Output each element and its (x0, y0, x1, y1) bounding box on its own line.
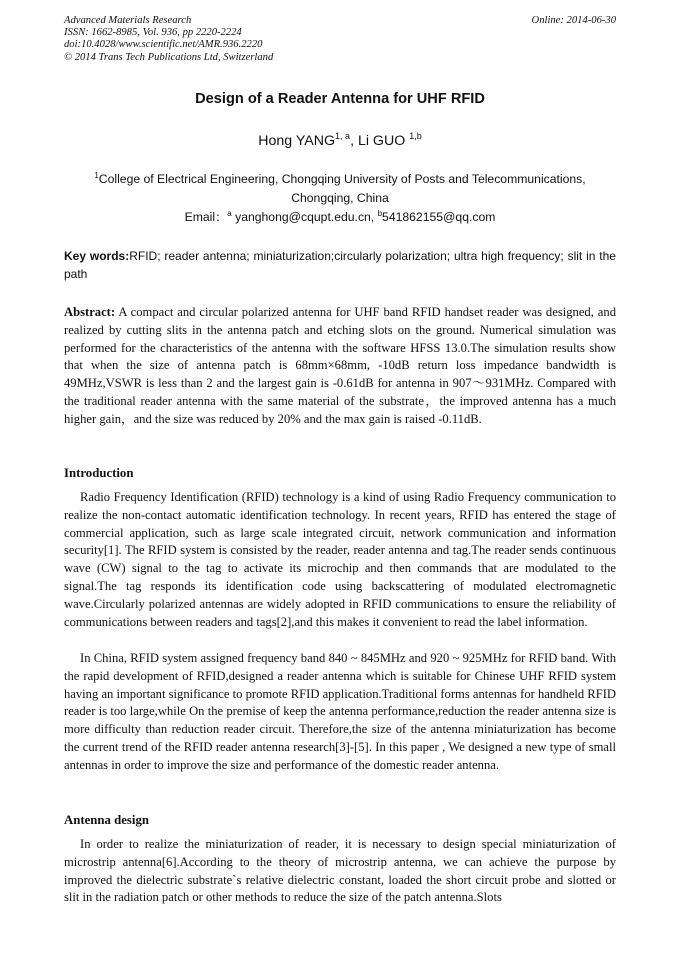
affiliation-mark: 1 (94, 171, 99, 180)
abstract (64, 304, 616, 429)
email-a-address[interactable]: yanghong@cqupt.edu.cn, (231, 210, 378, 224)
email-label: Email： (184, 210, 228, 224)
author-separator: , (350, 133, 358, 149)
introduction-heading: Introduction (64, 466, 134, 480)
email-b-mark: b (377, 209, 383, 218)
email-line (64, 208, 616, 225)
author-2-affiliation-mark: 1,b (409, 131, 422, 141)
email-a-mark: a (227, 209, 232, 218)
affiliation (84, 166, 596, 208)
author-list (64, 131, 616, 149)
copyright-line: © 2014 Trans Tech Publications Ltd, Switzerland (64, 51, 274, 63)
abstract-label: Abstract: (64, 305, 116, 319)
author-1-affiliation-mark: 1, a (335, 131, 351, 141)
issn-line: ISSN: 1662-8985, Vol. 936, pp 2220-2224 (64, 27, 242, 39)
keywords-label: Key words: (64, 249, 130, 263)
introduction-paragraph-2: In China, RFID system assigned frequency band 840 ~ 845MHz and 920 ~ 925MHz for RFID band. With the rapid development of RFID,designed a reader antenna which is suitable for Chinese UHF RFID system having an important significance to promote RFID application.Traditional forms antennas for handheld RFID reader is too large,while On the premise of keep the antenna performance,reduction the reader antenna size is more difficulty than reduction reader circuit. Therefore,the size of the antenna miniaturization has become the current trend of the RFID reader antenna research[3]-[5]. In this paper , We designed a new type of small antennas in order to improve the size and performance of the domestic reader antenna. (64, 651, 616, 772)
introduction-paragraph-1: Radio Frequency Identification (RFID) technology is a kind of using Radio Frequency communication to realize the non-contact automatic identification technology. In recent years, RFID has entered the stage of commercial application, such as large scale integrated circuit, network communication and information security[1]. The RFID system is consisted by the reader, reader antenna and tag.The reader sends continuous wave (CW) signal to the tag to activate its microchip and then commands that are modulated to the signal.The tag responds its identification code using backscattering of modulated electromagnetic wave.Circularly polarized antennas are widely adopted in RFID communications to ensure the reliability of communications between readers and tags[2],and this makes it convenient to read the label information. (64, 490, 616, 629)
abstract-text: A compact and circular polarized antenna for UHF band RFID handset reader was designed, and realized by cutting slits in the antenna patch and etching slots on the ground. Numerical simulation was performed for the characteristics of the antenna with the software HFSS 13.0.The simulation results show that when the size of antenna patch is 68mm×68mm, -10dB return loss impedance bandwidth is 49MHz,VSWR is less than 2 and the largest gain is -0.61dB for antenna in 907～931MHz. Compared with the traditional reader antenna with the same material of the substrate，the improved antenna has a much higher gain，and the size was reduced by 20% and the max gain is raised -0.11dB. (64, 305, 616, 426)
keywords-text: RFID; reader antenna; miniaturization;circularly polarization; ultra high frequency; slit in the path (64, 249, 616, 281)
author-2-name: Li GUO (357, 133, 410, 149)
keywords (64, 247, 616, 283)
online-date: Online: 2014-06-30 (531, 15, 616, 26)
author-1-name: Hong YANG (258, 133, 336, 149)
journal-header (64, 15, 616, 64)
paper-title: Design of a Reader Antenna for UHF RFID (195, 91, 485, 107)
email-b-address[interactable]: 541862155@qq.com (382, 210, 496, 224)
journal-name: Advanced Materials Research (64, 15, 192, 26)
antenna-design-heading: Antenna design (64, 813, 149, 827)
antenna-design-paragraph-1: In order to realize the miniaturization of reader, it is necessary to design special miniaturization of microstrip antenna[6].According to the theory of microstrip antenna, we can achieve the purpose by improved the dielectric substrate`s relative dielectric constant, loaded the short circuit probe and slotted or slit in the radiation patch or other methods to reduce the size of the patch antenna.Slots (64, 837, 616, 905)
doi-line: doi:10.4028/www.scientific.net/AMR.936.2220 (64, 39, 263, 51)
affiliation-text: College of Electrical Engineering, Chongqing University of Posts and Telecommunications, Chongqing, China (98, 172, 586, 205)
